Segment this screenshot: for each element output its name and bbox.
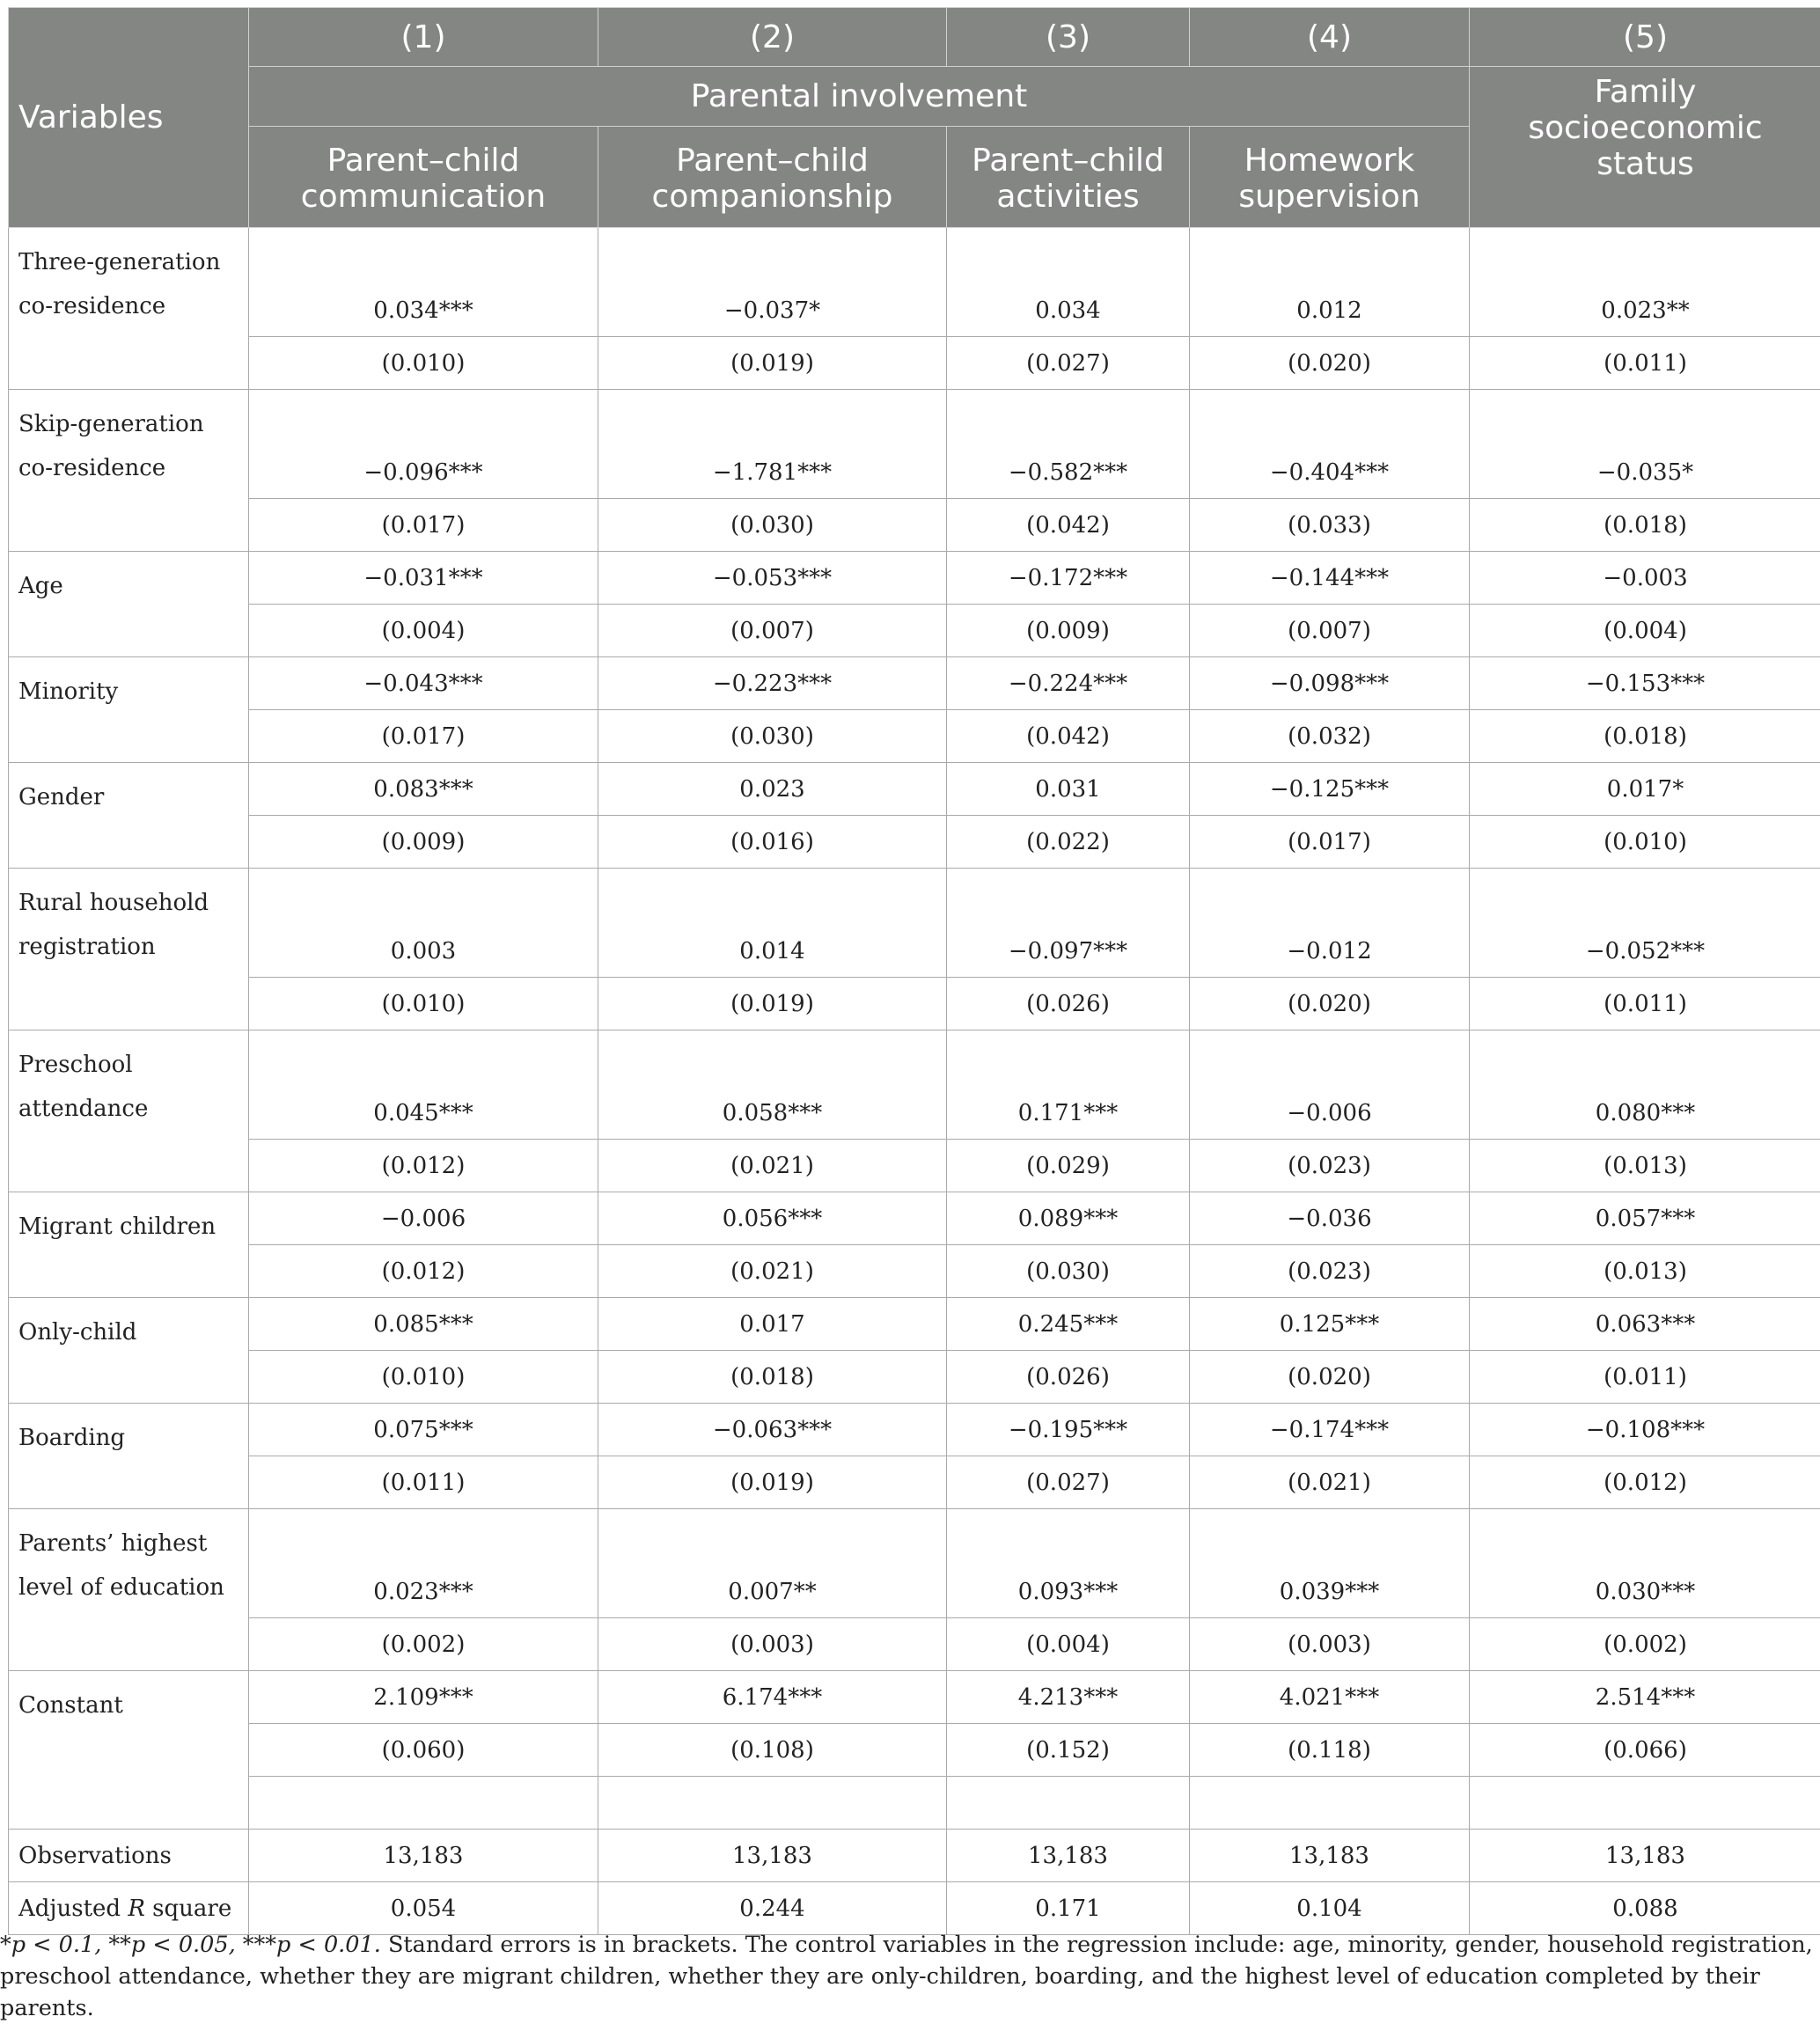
adjusted-r-square-cell: 0.171: [947, 1882, 1190, 1935]
table-row: [9, 499, 1820, 552]
coefficient-cell: −0.144***: [1190, 552, 1470, 605]
table-row: [9, 605, 1820, 657]
table-row: [9, 1351, 1820, 1404]
table-row: [9, 657, 1820, 710]
standard-error-cell: (0.009): [249, 816, 598, 869]
coefficient-cell: −0.043***: [249, 657, 598, 710]
standard-error-cell: (0.011): [1470, 337, 1820, 390]
standard-error-cell: (0.021): [1190, 1456, 1470, 1509]
coefficient-cell: 0.023***: [249, 1509, 598, 1618]
standard-error-cell: (0.010): [249, 1351, 598, 1404]
coefficient-cell: −0.036: [1190, 1192, 1470, 1245]
observations-cell: 13,183: [598, 1830, 947, 1882]
coefficient-cell: −0.006: [1190, 1030, 1470, 1140]
regression-table: [8, 7, 1820, 1935]
table-body: [9, 228, 1820, 1935]
coefficient-cell: 2.514***: [1470, 1671, 1820, 1724]
coefficient-cell: −0.223***: [598, 657, 947, 710]
adjusted-label-prefix: Adjusted: [18, 1896, 128, 1922]
model-number-2: (2): [598, 8, 947, 67]
standard-error-cell: (0.003): [598, 1618, 947, 1671]
standard-error-cell: (0.060): [249, 1724, 598, 1777]
standard-error-cell: (0.042): [947, 499, 1190, 552]
coefficient-cell: 2.109***: [249, 1671, 598, 1724]
table-row: [9, 228, 1820, 337]
standard-error-cell: (0.023): [1190, 1140, 1470, 1192]
variable-label: Parents’ highest level of education: [9, 1509, 249, 1671]
adjusted-label-suffix: square: [145, 1896, 231, 1922]
variable-label: Minority: [9, 657, 249, 763]
standard-error-cell: (0.002): [1470, 1618, 1820, 1671]
standard-error-cell: (0.013): [1470, 1245, 1820, 1298]
subheader-activities: Parent–child activities: [947, 127, 1190, 228]
table-row: [9, 1456, 1820, 1509]
standard-error-cell: (0.011): [1470, 1351, 1820, 1404]
table-row: [9, 1030, 1820, 1140]
table-header: [9, 8, 1820, 228]
model-number-5: (5): [1470, 8, 1820, 67]
standard-error-cell: (0.026): [947, 1351, 1190, 1404]
variable-label: Only-child: [9, 1298, 249, 1404]
coefficient-cell: 0.023**: [1470, 228, 1820, 337]
table-row: [9, 390, 1820, 499]
subheader-homework: Homework supervision: [1190, 127, 1470, 228]
subheader-companionship: Parent–child companionship: [598, 127, 947, 228]
footnote-text: Standard errors is in brackets. The control variables in the regression include: age, minority, gender, household registration, preschool attendance, whether they are migrant children, whether they are only-children, boarding, and the highest level of education completed by their parents.: [0, 1932, 1813, 2021]
standard-error-cell: (0.032): [1190, 710, 1470, 763]
standard-error-cell: (0.017): [1190, 816, 1470, 869]
coefficient-cell: 0.045***: [249, 1030, 598, 1140]
standard-error-cell: (0.012): [1470, 1456, 1820, 1509]
coefficient-cell: −0.098***: [1190, 657, 1470, 710]
variable-label: Three-generation co-residence: [9, 228, 249, 390]
variable-label: Preschool attendance: [9, 1030, 249, 1192]
coefficient-cell: 0.125***: [1190, 1298, 1470, 1351]
empty-cell: [1190, 1777, 1470, 1830]
table-row: [9, 1724, 1820, 1777]
coefficient-cell: −0.582***: [947, 390, 1190, 499]
coefficient-cell: 0.245***: [947, 1298, 1190, 1351]
adjusted-r-square-label: [9, 1882, 249, 1935]
standard-error-cell: (0.010): [249, 337, 598, 390]
standard-error-cell: (0.030): [598, 499, 947, 552]
adjusted-r-square-row: [9, 1882, 1820, 1935]
standard-error-cell: (0.030): [598, 710, 947, 763]
standard-error-cell: (0.022): [947, 816, 1190, 869]
variable-label: Gender: [9, 763, 249, 869]
standard-error-cell: (0.018): [1470, 710, 1820, 763]
table-row: [9, 1298, 1820, 1351]
coefficient-cell: 0.003: [249, 869, 598, 978]
standard-error-cell: (0.042): [947, 710, 1190, 763]
coefficient-cell: 0.056***: [598, 1192, 947, 1245]
observations-cell: 13,183: [249, 1830, 598, 1882]
standard-error-cell: (0.027): [947, 337, 1190, 390]
table-row: [9, 337, 1820, 390]
standard-error-cell: (0.012): [249, 1140, 598, 1192]
coefficient-cell: −0.125***: [1190, 763, 1470, 816]
parental-involvement-header: Parental involvement: [249, 67, 1470, 127]
regression-table-container: [8, 7, 1820, 1935]
coefficient-cell: −0.052***: [1470, 869, 1820, 978]
table-row-spacer: [9, 1777, 1820, 1830]
table-row: [9, 710, 1820, 763]
table-row: [9, 1509, 1820, 1618]
observations-label: Observations: [9, 1830, 249, 1882]
standard-error-cell: (0.019): [598, 337, 947, 390]
standard-error-cell: (0.019): [598, 978, 947, 1030]
standard-error-cell: (0.009): [947, 605, 1190, 657]
coefficient-cell: 0.085***: [249, 1298, 598, 1351]
coefficient-cell: 4.213***: [947, 1671, 1190, 1724]
standard-error-cell: (0.029): [947, 1140, 1190, 1192]
variables-header: Variables: [9, 8, 249, 228]
family-ses-header: Family socioeconomic status: [1470, 67, 1820, 228]
table-row: [9, 1404, 1820, 1456]
coefficient-cell: 0.017: [598, 1298, 947, 1351]
standard-error-cell: (0.010): [249, 978, 598, 1030]
standard-error-cell: (0.108): [598, 1724, 947, 1777]
coefficient-cell: −0.003: [1470, 552, 1820, 605]
coefficient-cell: 0.030***: [1470, 1509, 1820, 1618]
adjusted-r-square-cell: 0.054: [249, 1882, 598, 1935]
standard-error-cell: (0.021): [598, 1140, 947, 1192]
adjusted-label-r: R: [128, 1896, 145, 1922]
standard-error-cell: (0.019): [598, 1456, 947, 1509]
table-row: [9, 816, 1820, 869]
empty-cell: [1470, 1777, 1820, 1830]
coefficient-cell: −0.153***: [1470, 657, 1820, 710]
coefficient-cell: −1.781***: [598, 390, 947, 499]
coefficient-cell: 0.063***: [1470, 1298, 1820, 1351]
coefficient-cell: −0.174***: [1190, 1404, 1470, 1456]
standard-error-cell: (0.007): [598, 605, 947, 657]
coefficient-cell: −0.108***: [1470, 1404, 1820, 1456]
coefficient-cell: −0.195***: [947, 1404, 1190, 1456]
coefficient-cell: 6.174***: [598, 1671, 947, 1724]
coefficient-cell: 0.083***: [249, 763, 598, 816]
coefficient-cell: 0.012: [1190, 228, 1470, 337]
variable-label: Migrant children: [9, 1192, 249, 1298]
variable-label: Skip-generation co-residence: [9, 390, 249, 552]
table-row: [9, 869, 1820, 978]
table-row: [9, 1618, 1820, 1671]
adjusted-r-square-cell: 0.104: [1190, 1882, 1470, 1935]
coefficient-cell: 4.021***: [1190, 1671, 1470, 1724]
footnote-significance: *p < 0.1, **p < 0.05, ***p < 0.01.: [0, 1932, 381, 1958]
standard-error-cell: (0.026): [947, 978, 1190, 1030]
table-row: [9, 1245, 1820, 1298]
coefficient-cell: 0.014: [598, 869, 947, 978]
standard-error-cell: (0.030): [947, 1245, 1190, 1298]
coefficient-cell: −0.063***: [598, 1404, 947, 1456]
standard-error-cell: (0.011): [1470, 978, 1820, 1030]
standard-error-cell: (0.018): [598, 1351, 947, 1404]
coefficient-cell: −0.404***: [1190, 390, 1470, 499]
coefficient-cell: −0.006: [249, 1192, 598, 1245]
variable-label: Rural household registration: [9, 869, 249, 1030]
adjusted-r-square-cell: 0.244: [598, 1882, 947, 1935]
standard-error-cell: (0.033): [1190, 499, 1470, 552]
coefficient-cell: −0.037*: [598, 228, 947, 337]
standard-error-cell: (0.011): [249, 1456, 598, 1509]
standard-error-cell: (0.004): [947, 1618, 1190, 1671]
standard-error-cell: (0.012): [249, 1245, 598, 1298]
standard-error-cell: (0.003): [1190, 1618, 1470, 1671]
table-row: [9, 978, 1820, 1030]
table-row: [9, 763, 1820, 816]
observations-cell: 13,183: [1190, 1830, 1470, 1882]
standard-error-cell: (0.017): [249, 499, 598, 552]
table-footnote: [0, 1929, 1820, 2024]
subheader-communication: Parent–child communication: [249, 127, 598, 228]
coefficient-cell: −0.096***: [249, 390, 598, 499]
coefficient-cell: 0.007**: [598, 1509, 947, 1618]
coefficient-cell: −0.012: [1190, 869, 1470, 978]
observations-cell: 13,183: [1470, 1830, 1820, 1882]
standard-error-cell: (0.020): [1190, 1351, 1470, 1404]
standard-error-cell: (0.066): [1470, 1724, 1820, 1777]
standard-error-cell: (0.018): [1470, 499, 1820, 552]
coefficient-cell: 0.034: [947, 228, 1190, 337]
coefficient-cell: −0.172***: [947, 552, 1190, 605]
table-row: [9, 552, 1820, 605]
coefficient-cell: 0.039***: [1190, 1509, 1470, 1618]
standard-error-cell: (0.007): [1190, 605, 1470, 657]
coefficient-cell: 0.171***: [947, 1030, 1190, 1140]
standard-error-cell: (0.017): [249, 710, 598, 763]
coefficient-cell: 0.017*: [1470, 763, 1820, 816]
coefficient-cell: 0.057***: [1470, 1192, 1820, 1245]
empty-cell: [598, 1777, 947, 1830]
coefficient-cell: 0.023: [598, 763, 947, 816]
coefficient-cell: 0.031: [947, 763, 1190, 816]
empty-cell: [249, 1777, 598, 1830]
adjusted-r-square-cell: 0.088: [1470, 1882, 1820, 1935]
standard-error-cell: (0.118): [1190, 1724, 1470, 1777]
coefficient-cell: 0.058***: [598, 1030, 947, 1140]
coefficient-cell: −0.097***: [947, 869, 1190, 978]
coefficient-cell: 0.080***: [1470, 1030, 1820, 1140]
observations-row: [9, 1830, 1820, 1882]
standard-error-cell: (0.027): [947, 1456, 1190, 1509]
standard-error-cell: (0.020): [1190, 337, 1470, 390]
standard-error-cell: (0.020): [1190, 978, 1470, 1030]
coefficient-cell: −0.035*: [1470, 390, 1820, 499]
table-row: [9, 1671, 1820, 1724]
coefficient-cell: −0.053***: [598, 552, 947, 605]
model-number-4: (4): [1190, 8, 1470, 67]
empty-cell: [947, 1777, 1190, 1830]
coefficient-cell: 0.075***: [249, 1404, 598, 1456]
variable-label: Age: [9, 552, 249, 657]
model-number-1: (1): [249, 8, 598, 67]
table-row: [9, 1192, 1820, 1245]
coefficient-cell: 0.089***: [947, 1192, 1190, 1245]
model-number-3: (3): [947, 8, 1190, 67]
coefficient-cell: −0.031***: [249, 552, 598, 605]
standard-error-cell: (0.152): [947, 1724, 1190, 1777]
table-row: [9, 1140, 1820, 1192]
standard-error-cell: (0.023): [1190, 1245, 1470, 1298]
standard-error-cell: (0.002): [249, 1618, 598, 1671]
variable-label: Constant: [9, 1671, 249, 1830]
standard-error-cell: (0.004): [1470, 605, 1820, 657]
coefficient-cell: −0.224***: [947, 657, 1190, 710]
observations-cell: 13,183: [947, 1830, 1190, 1882]
standard-error-cell: (0.021): [598, 1245, 947, 1298]
coefficient-cell: 0.034***: [249, 228, 598, 337]
coefficient-cell: 0.093***: [947, 1509, 1190, 1618]
standard-error-cell: (0.016): [598, 816, 947, 869]
standard-error-cell: (0.013): [1470, 1140, 1820, 1192]
variable-label: Boarding: [9, 1404, 249, 1509]
standard-error-cell: (0.004): [249, 605, 598, 657]
standard-error-cell: (0.010): [1470, 816, 1820, 869]
